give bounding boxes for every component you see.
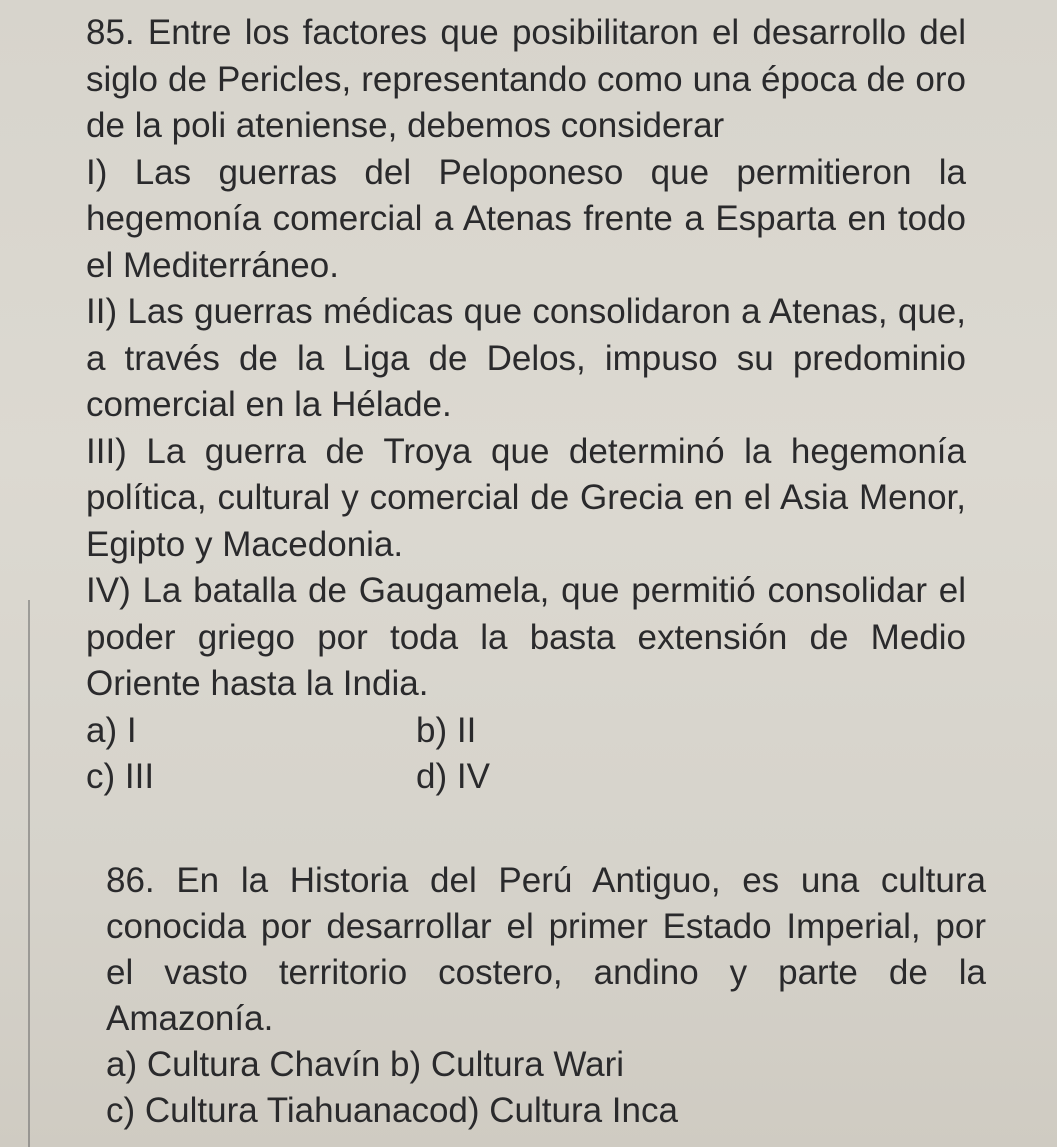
statement-3: III) La guerra de Troya que determinó la hegemonía política, cultural y comercial de Grecia en el Asia Menor, Egipto y Macedonia. — [86, 431, 966, 564]
question-85-options — [86, 708, 966, 801]
statement-4: IV) La batalla de Gaugamela, que permitió consolidar el poder griego por toda la basta extensión de Medio Oriente hasta la India. — [86, 571, 966, 703]
option-b[interactable]: b) II — [416, 710, 477, 750]
question-85-stem: 85. Entre los factores que posibilitaron el desarrollo del siglo de Pericles, representando como una época de oro de la poli ateniense, debemos considerar — [86, 13, 966, 145]
option-a[interactable]: a) I — [86, 710, 137, 750]
option-line-1[interactable]: a) Cultura Chavín b) Cultura Wari — [106, 1045, 625, 1084]
option-d[interactable]: d) IV — [416, 757, 490, 796]
question-86 — [106, 858, 986, 1134]
statement-1: I) Las guerras del Peloponeso que permitieron la hegemonía comercial a Atenas frente a Esparta en todo el Mediterráneo. — [86, 152, 966, 285]
margin-line — [28, 600, 30, 1147]
question-86-options — [106, 1042, 986, 1134]
option-line-2[interactable]: c) Cultura Tiahuanacod) Cultura Inca — [106, 1091, 678, 1130]
option-c[interactable]: c) III — [86, 757, 155, 796]
statement-2: II) Las guerras médicas que consolidaron a Atenas, que, a través de la Liga de Delos, impuso su predominio comercial en la Hélade. — [86, 292, 966, 424]
question-86-stem: 86. En la Historia del Perú Antiguo, es una cultura conocida por desarrollar el primer Estado Imperial, por el vasto territorio costero, andino y parte de la Amazonía. — [106, 861, 986, 1038]
question-85 — [86, 10, 966, 801]
